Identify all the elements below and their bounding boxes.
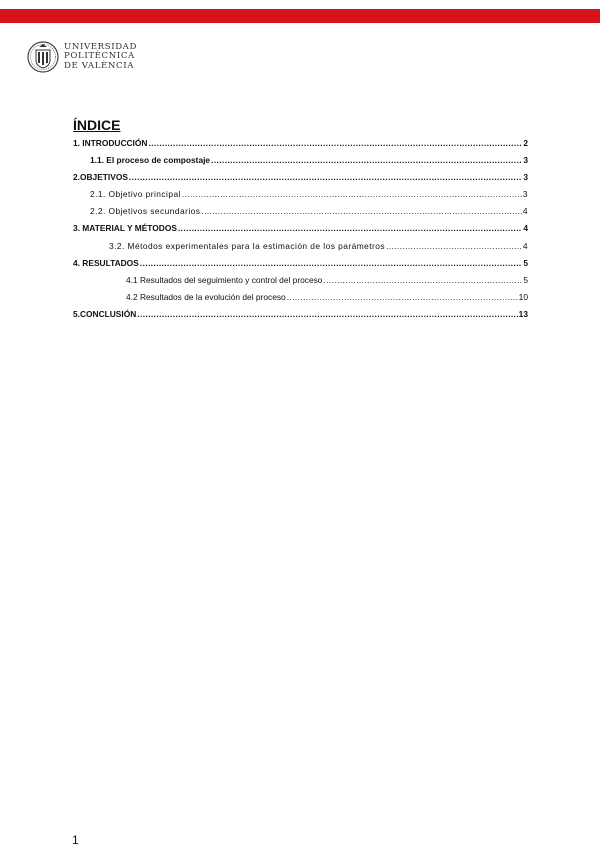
university-name-line-2: POLITÈCNICA <box>64 51 135 62</box>
toc-entry-resultados[interactable] <box>73 258 528 275</box>
toc-entry-page: 4 <box>523 223 528 234</box>
university-crest-icon <box>27 40 59 74</box>
toc-entry-text: 2.OBJETIVOS <box>73 172 128 183</box>
university-name <box>64 43 137 72</box>
toc-entry-objetivos[interactable] <box>73 172 528 189</box>
toc-entry-text: 2.2. Objetivos secundarios <box>90 206 201 217</box>
toc-title: ÍNDICE <box>73 117 121 133</box>
toc-leader-dots <box>137 309 517 319</box>
toc-entry-objetivos-secundarios[interactable] <box>73 206 528 223</box>
university-name-line-1: UNIVERSIDAD <box>64 41 137 52</box>
toc-entry-resultados-seguimiento[interactable] <box>73 275 528 292</box>
university-logo <box>27 40 137 74</box>
header-red-bar <box>0 9 600 23</box>
toc-entry-page: 2 <box>523 138 528 148</box>
toc-entry-proceso-compostaje[interactable] <box>73 155 528 172</box>
toc-entry-page: 13 <box>518 308 528 319</box>
toc-leader-dots <box>386 241 522 251</box>
toc-entry-material-metodos[interactable] <box>73 223 528 240</box>
toc-leader-dots <box>129 172 522 182</box>
page-number: 1 <box>72 833 79 847</box>
toc-entry-page: 10 <box>518 291 528 302</box>
toc-entry-text: 1. INTRODUCCIÓN <box>73 138 148 148</box>
toc-leader-dots <box>201 206 521 216</box>
toc-entry-text: 2.1. Objetivo principal <box>90 189 181 200</box>
toc-entry-page: 3 <box>522 189 528 200</box>
toc-entry-resultados-evolucion[interactable] <box>73 292 528 309</box>
toc-entry-page: 4 <box>522 240 528 251</box>
toc-entry-page: 5 <box>523 257 528 268</box>
toc-entry-page: 4 <box>522 206 528 217</box>
toc-entry-text: 5.CONCLUSIÓN <box>73 308 137 319</box>
toc-entry-conclusion[interactable] <box>73 309 528 326</box>
toc-entry-text: 4.1 Resultados del seguimiento y control del proceso <box>126 274 323 285</box>
toc-entry-text: 1.1. El proceso de compostaje <box>90 155 211 166</box>
table-of-contents <box>73 138 528 326</box>
toc-leader-dots <box>140 258 523 268</box>
toc-entry-text: 3.2. Métodos experimentales para la estimación de los parámetros <box>109 240 385 251</box>
toc-entry-introduccion[interactable] <box>73 138 528 155</box>
toc-entry-metodos-experimentales[interactable] <box>73 241 528 258</box>
toc-entry-page: 3 <box>523 155 528 166</box>
toc-entry-text: 4.2 Resultados de la evolución del proceso <box>126 291 286 302</box>
toc-leader-dots <box>148 138 522 148</box>
toc-leader-dots <box>211 155 522 165</box>
toc-entry-page: 5 <box>523 274 528 285</box>
toc-leader-dots <box>182 189 522 199</box>
toc-leader-dots <box>178 223 522 233</box>
toc-leader-dots <box>287 292 518 302</box>
toc-entry-text: 4. RESULTADOS <box>73 257 139 268</box>
toc-leader-dots <box>323 275 522 285</box>
toc-entry-text: 3. MATERIAL Y MÉTODOS <box>73 223 177 234</box>
university-name-line-3: DE VALÈNCIA <box>64 60 134 71</box>
toc-entry-page: 3 <box>523 172 528 183</box>
toc-entry-objetivo-principal[interactable] <box>73 189 528 206</box>
